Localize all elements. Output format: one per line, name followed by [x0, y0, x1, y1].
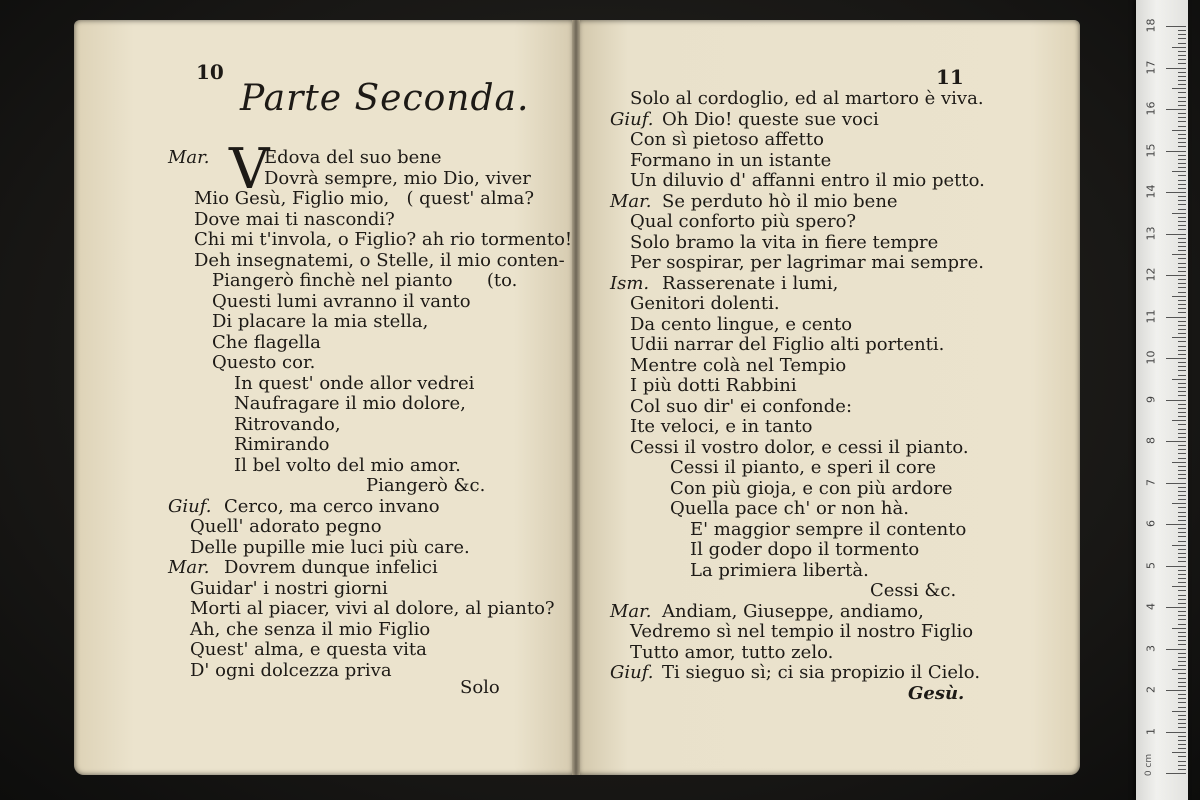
- verse-text: Con sì pietoso affetto: [630, 129, 824, 150]
- ruler-number: 17: [1144, 60, 1158, 74]
- ruler-tick: [1172, 462, 1186, 463]
- ruler-tick: [1178, 92, 1186, 93]
- verse-text: D' ogni dolcezza priva: [190, 659, 392, 681]
- verse-text: Andiam, Giuseppe, andiamo,: [662, 600, 924, 622]
- ruler-tick: [1178, 408, 1186, 409]
- ruler-tick: [1178, 516, 1186, 517]
- ruler-tick: [1178, 391, 1186, 392]
- verse-text: Ritrovando,: [234, 413, 341, 435]
- ruler-tick: [1178, 520, 1186, 521]
- verse-text: Dovrem dunque infelici: [224, 557, 438, 578]
- ruler-tick: [1172, 379, 1186, 380]
- ruler-tick: [1178, 507, 1186, 508]
- ruler-tick: [1178, 474, 1186, 475]
- verse-text: Morti al piacer, vivi al dolore, al pianto?: [190, 598, 555, 619]
- ruler-tick: [1178, 117, 1186, 118]
- ruler-tick: [1178, 553, 1186, 554]
- ruler-tick: [1178, 175, 1186, 176]
- ruler-tick: [1178, 267, 1186, 268]
- ruler-tick: [1178, 287, 1186, 288]
- speaker-label: Ism.: [610, 272, 650, 294]
- ruler-number: 12: [1144, 267, 1158, 282]
- ruler-tick: [1178, 350, 1186, 351]
- ruler-number: 13: [1144, 226, 1158, 240]
- verse-text: Mentre colà nel Tempio: [630, 354, 847, 376]
- verse-text: Solo al cordoglio, ed al martoro è viva.: [630, 88, 984, 109]
- verse-text: Il bel volto del mio amor.: [234, 454, 461, 476]
- ruler-tick: [1178, 578, 1186, 579]
- ruler-tick: [1178, 611, 1186, 612]
- ruler-tick: [1172, 337, 1186, 338]
- ruler-tick: [1178, 134, 1186, 135]
- verse-text: Ti sieguo sì; ci sia propizio il Cielo.: [662, 662, 981, 683]
- verse-text: Da cento lingue, e cento: [630, 313, 853, 335]
- ruler-tick: [1178, 744, 1186, 745]
- ruler-tick: [1178, 478, 1186, 479]
- ruler-tick: [1178, 595, 1186, 596]
- ruler-tick: [1178, 184, 1186, 185]
- ruler-tick: [1178, 761, 1186, 762]
- section-title: Parte Seconda.: [240, 78, 530, 119]
- ruler-number: 16: [1144, 101, 1158, 116]
- ruler-tick: [1166, 441, 1186, 442]
- ruler-tick: [1172, 130, 1186, 131]
- ruler-tick: [1178, 574, 1186, 575]
- verse-text: Chi mi t'invola, o Figlio? ah rio tormento!: [194, 229, 573, 250]
- right-catchword: Gesù.: [908, 683, 965, 704]
- speaker-label: Giuf.: [610, 108, 654, 130]
- ruler-tick: [1178, 453, 1186, 454]
- ruler-tick: [1178, 466, 1186, 467]
- ruler-tick: [1178, 532, 1186, 533]
- ruler-tick: [1178, 599, 1186, 600]
- ruler-tick: [1178, 445, 1186, 446]
- ruler-tick: [1178, 487, 1186, 488]
- ruler-tick: [1178, 740, 1186, 741]
- verse-text: Un diluvio d' affanni entro il mio petto.: [630, 170, 985, 191]
- ruler-tick: [1178, 383, 1186, 384]
- verse-text: Col suo dir' ei confonde:: [630, 395, 853, 417]
- ruler-tick: [1166, 26, 1186, 27]
- ruler-tick: [1172, 586, 1186, 587]
- ruler-tick: [1178, 200, 1186, 201]
- ruler-tick: [1178, 225, 1186, 226]
- ruler-tick: [1178, 433, 1186, 434]
- ruler-tick: [1178, 63, 1186, 64]
- verse-text: Il goder dopo il tormento: [690, 539, 920, 560]
- verse-text: Dove mai ti nascondi?: [194, 208, 395, 230]
- ruler-tick: [1178, 424, 1186, 425]
- ruler-tick: [1178, 101, 1186, 102]
- ruler-tick: [1178, 723, 1186, 724]
- ruler-tick: [1178, 321, 1186, 322]
- verse-text: Questo cor.: [212, 352, 316, 373]
- ruler-tick: [1178, 653, 1186, 654]
- verse-text: Cessi il pianto, e speri il core: [670, 457, 937, 478]
- ruler-tick: [1178, 370, 1186, 371]
- ruler-tick: [1178, 80, 1186, 81]
- ruler-tick: [1178, 258, 1186, 259]
- ruler-tick: [1166, 773, 1186, 774]
- ruler-tick: [1178, 188, 1186, 189]
- ruler-tick: [1178, 707, 1186, 708]
- ruler-tick: [1178, 719, 1186, 720]
- ruler-tick: [1178, 341, 1186, 342]
- verse-text: Vedremo sì nel tempio il nostro Figlio: [630, 621, 974, 642]
- verse-text: Cessi &c.: [870, 580, 957, 601]
- speaker-label: Giuf.: [168, 495, 212, 517]
- ruler-tick: [1178, 217, 1186, 218]
- ruler-tick: [1178, 748, 1186, 749]
- verse-text: Che flagella: [212, 331, 321, 353]
- ruler-tick: [1178, 146, 1186, 147]
- ruler-tick: [1178, 686, 1186, 687]
- ruler-tick: [1178, 121, 1186, 122]
- verse-text: Cessi il vostro dolor, e cessi il pianto.: [630, 436, 969, 458]
- ruler-tick: [1178, 665, 1186, 666]
- ruler-tick: [1178, 582, 1186, 583]
- ruler-tick: [1178, 196, 1186, 197]
- verse-text: Ah, che senza il mio Figlio: [190, 618, 431, 640]
- ruler-tick: [1166, 566, 1186, 567]
- ruler-tick: [1178, 694, 1186, 695]
- ruler-tick: [1178, 362, 1186, 363]
- ruler-tick: [1166, 524, 1186, 525]
- ruler-tick: [1178, 541, 1186, 542]
- ruler-tick: [1178, 346, 1186, 347]
- ruler-tick: [1178, 412, 1186, 413]
- ruler-tick: [1178, 590, 1186, 591]
- ruler-tick: [1166, 234, 1186, 235]
- ruler-tick: [1178, 105, 1186, 106]
- ruler-tick: [1172, 545, 1186, 546]
- ruler-number: 7: [1144, 478, 1158, 486]
- ruler-tick: [1178, 113, 1186, 114]
- drop-cap: V: [229, 137, 270, 202]
- ruler-tick: [1178, 491, 1186, 492]
- ruler-tick: [1178, 271, 1186, 272]
- verse-text: Se perduto hò il mio bene: [662, 190, 898, 212]
- ruler-tick: [1178, 312, 1186, 313]
- verse-text: Piangerò &c.: [366, 475, 486, 496]
- ruler-tick: [1178, 238, 1186, 239]
- ruler-number: 4: [1144, 603, 1158, 610]
- ruler-tick: [1178, 138, 1186, 139]
- verse-text: Oh Dio! queste sue voci: [662, 108, 879, 130]
- ruler-tick: [1166, 317, 1186, 318]
- verse-text: Solo bramo la vita in fiere tempre: [630, 231, 939, 253]
- measuring-ruler: [1136, 0, 1188, 800]
- ruler-tick: [1178, 449, 1186, 450]
- ruler-tick: [1178, 570, 1186, 571]
- ruler-tick: [1178, 246, 1186, 247]
- ruler-tick: [1172, 711, 1186, 712]
- ruler-tick: [1178, 242, 1186, 243]
- ruler-tick: [1178, 375, 1186, 376]
- verse-text: Formano in un istante: [630, 149, 832, 171]
- ruler-tick: [1178, 727, 1186, 728]
- ruler-tick: [1178, 34, 1186, 35]
- verse-text: Quest' alma, e questa vita: [190, 639, 427, 660]
- ruler-tick: [1166, 690, 1186, 691]
- ruler-tick: [1178, 495, 1186, 496]
- verse-text: Dovrà sempre, mio Dio, viver: [264, 167, 531, 189]
- verse-text: In quest' onde allor vedrei: [234, 372, 475, 394]
- ruler-tick: [1178, 180, 1186, 181]
- verse-text: Naufragare il mio dolore,: [234, 393, 466, 414]
- ruler-tick: [1178, 325, 1186, 326]
- speaker-label: Mar.: [610, 190, 652, 212]
- ruler-tick: [1178, 76, 1186, 77]
- ruler-number: 5: [1144, 561, 1158, 569]
- ruler-tick: [1178, 304, 1186, 305]
- ruler-tick: [1178, 603, 1186, 604]
- ruler-tick: [1178, 615, 1186, 616]
- ruler-tick: [1178, 624, 1186, 625]
- ruler-tick: [1178, 632, 1186, 633]
- ruler-tick: [1172, 628, 1186, 629]
- ruler-tick: [1166, 483, 1186, 484]
- verse-text: Piangerò finchè nel pianto (to.: [212, 270, 518, 291]
- ruler-tick: [1166, 607, 1186, 608]
- ruler-tick: [1178, 292, 1186, 293]
- ruler-tick: [1172, 420, 1186, 421]
- ruler-tick: [1178, 644, 1186, 645]
- ruler-tick: [1178, 661, 1186, 662]
- ruler-tick: [1178, 84, 1186, 85]
- ruler-tick: [1178, 702, 1186, 703]
- verse-text: Rasserenate i lumi,: [662, 272, 839, 294]
- ruler-tick: [1178, 300, 1186, 301]
- ruler-tick: [1178, 283, 1186, 284]
- ruler-tick: [1178, 97, 1186, 98]
- ruler-tick: [1166, 275, 1186, 276]
- ruler-tick: [1178, 263, 1186, 264]
- verse-text: Per sospirar, per lagrimar mai sempre.: [630, 252, 985, 273]
- ruler-tick: [1178, 458, 1186, 459]
- left-catchword: Solo: [460, 677, 500, 698]
- ruler-tick: [1178, 640, 1186, 641]
- ruler-tick: [1178, 43, 1186, 44]
- ruler-number: 3: [1144, 644, 1158, 652]
- verse-text: Edova del suo bene: [264, 147, 442, 168]
- ruler-tick: [1166, 649, 1186, 650]
- right-page-number: 11: [936, 65, 964, 89]
- ruler-tick: [1178, 756, 1186, 757]
- ruler-tick: [1166, 358, 1186, 359]
- verse-text: Tutto amor, tutto zelo.: [630, 641, 834, 663]
- ruler-number: 18: [1144, 18, 1158, 33]
- ruler-tick: [1166, 732, 1186, 733]
- ruler-tick: [1178, 142, 1186, 143]
- speaker-label: Mar.: [168, 147, 210, 168]
- ruler-tick: [1178, 557, 1186, 558]
- verse-text: Delle pupille mie luci più care.: [190, 536, 470, 558]
- ruler-tick: [1178, 437, 1186, 438]
- ruler-tick: [1172, 503, 1186, 504]
- ruler-tick: [1178, 354, 1186, 355]
- ruler-tick: [1178, 72, 1186, 73]
- verse-text: Udii narrar del Figlio alti portenti.: [630, 334, 945, 355]
- ruler-tick: [1166, 192, 1186, 193]
- verse-text: Mio Gesù, Figlio mio, ( quest' alma?: [194, 188, 535, 209]
- ruler-tick: [1178, 204, 1186, 205]
- ruler-number: 8: [1144, 437, 1158, 444]
- ruler-tick: [1178, 155, 1186, 156]
- left-page-number: 10: [196, 60, 224, 84]
- ruler-tick: [1178, 229, 1186, 230]
- book-gutter: [572, 20, 580, 775]
- ruler-tick: [1172, 669, 1186, 670]
- verse-text: Ite veloci, e in tanto: [630, 416, 813, 437]
- ruler-tick: [1178, 279, 1186, 280]
- ruler-tick: [1166, 68, 1186, 69]
- ruler-tick: [1178, 395, 1186, 396]
- verse-text: Quella pace ch' or non hà.: [670, 498, 909, 519]
- verse-text: Rimirando: [234, 434, 330, 455]
- ruler-tick: [1178, 769, 1186, 770]
- ruler-tick: [1172, 47, 1186, 48]
- speaker-label: Mar.: [610, 600, 652, 622]
- ruler-tick: [1178, 416, 1186, 417]
- ruler-tick: [1178, 30, 1186, 31]
- ruler-tick: [1178, 682, 1186, 683]
- ruler-number: 1: [1144, 727, 1158, 735]
- ruler-tick: [1178, 429, 1186, 430]
- verse-text: Quell' adorato pegno: [190, 516, 382, 537]
- ruler-tick: [1172, 254, 1186, 255]
- ruler-tick: [1178, 250, 1186, 251]
- ruler-tick: [1166, 400, 1186, 401]
- verse-text: E' maggior sempre il contento: [690, 518, 967, 540]
- verse-text: Cerco, ma cerco invano: [224, 495, 440, 517]
- ruler-tick: [1166, 151, 1186, 152]
- ruler-tick: [1178, 678, 1186, 679]
- ruler-tick: [1178, 765, 1186, 766]
- ruler-tick: [1178, 163, 1186, 164]
- ruler-tick: [1172, 296, 1186, 297]
- ruler-tick: [1178, 38, 1186, 39]
- verse-text: Qual conforto più spero?: [630, 211, 857, 232]
- verse-text: La primiera libertà.: [690, 559, 869, 581]
- speaker-label: Giuf.: [610, 662, 654, 683]
- verse-text: Questi lumi avranno il vanto: [212, 290, 471, 312]
- speaker-label: Mar.: [168, 557, 210, 578]
- ruler-tick: [1178, 51, 1186, 52]
- ruler-tick: [1178, 470, 1186, 471]
- ruler-tick: [1178, 333, 1186, 334]
- ruler-number: 2: [1144, 686, 1158, 693]
- verse-text: Con più gioja, e con più ardore: [670, 477, 953, 499]
- ruler-tick: [1172, 752, 1186, 753]
- ruler-tick: [1166, 109, 1186, 110]
- ruler-tick: [1178, 308, 1186, 309]
- ruler-tick: [1178, 329, 1186, 330]
- ruler-tick: [1178, 619, 1186, 620]
- ruler-number: 15: [1144, 143, 1158, 157]
- verse-text: Di placare la mia stella,: [212, 311, 429, 332]
- ruler-tick: [1172, 171, 1186, 172]
- ruler-tick: [1178, 209, 1186, 210]
- ruler-number: 11: [1144, 309, 1158, 323]
- ruler-tick: [1178, 698, 1186, 699]
- ruler-tick: [1178, 528, 1186, 529]
- ruler-tick: [1178, 512, 1186, 513]
- ruler-tick: [1178, 167, 1186, 168]
- ruler-tick: [1178, 636, 1186, 637]
- verse-text: I più dotti Rabbini: [630, 375, 797, 396]
- ruler-tick: [1178, 499, 1186, 500]
- verse-text: Guidar' i nostri giorni: [190, 577, 388, 599]
- ruler-tick: [1178, 55, 1186, 56]
- ruler-tick: [1172, 213, 1186, 214]
- ruler-tick: [1178, 221, 1186, 222]
- ruler-tick: [1178, 715, 1186, 716]
- ruler-unit-label: 0 cm: [1144, 753, 1155, 777]
- ruler-tick: [1178, 387, 1186, 388]
- verse-text: Deh insegnatemi, o Stelle, il mio conten-: [194, 249, 565, 271]
- ruler-tick: [1178, 673, 1186, 674]
- ruler-tick: [1178, 536, 1186, 537]
- ruler-number: 10: [1144, 350, 1158, 365]
- ruler-tick: [1178, 657, 1186, 658]
- verse-text: Genitori dolenti.: [630, 293, 780, 314]
- ruler-tick: [1172, 88, 1186, 89]
- ruler-tick: [1178, 549, 1186, 550]
- ruler-number: 9: [1144, 395, 1158, 403]
- ruler-number: 14: [1144, 184, 1158, 199]
- ruler-tick: [1178, 59, 1186, 60]
- ruler-number: 6: [1144, 520, 1158, 527]
- ruler-tick: [1178, 736, 1186, 737]
- ruler-tick: [1178, 404, 1186, 405]
- ruler-tick: [1178, 561, 1186, 562]
- ruler-tick: [1178, 366, 1186, 367]
- ruler-tick: [1178, 126, 1186, 127]
- ruler-tick: [1178, 159, 1186, 160]
